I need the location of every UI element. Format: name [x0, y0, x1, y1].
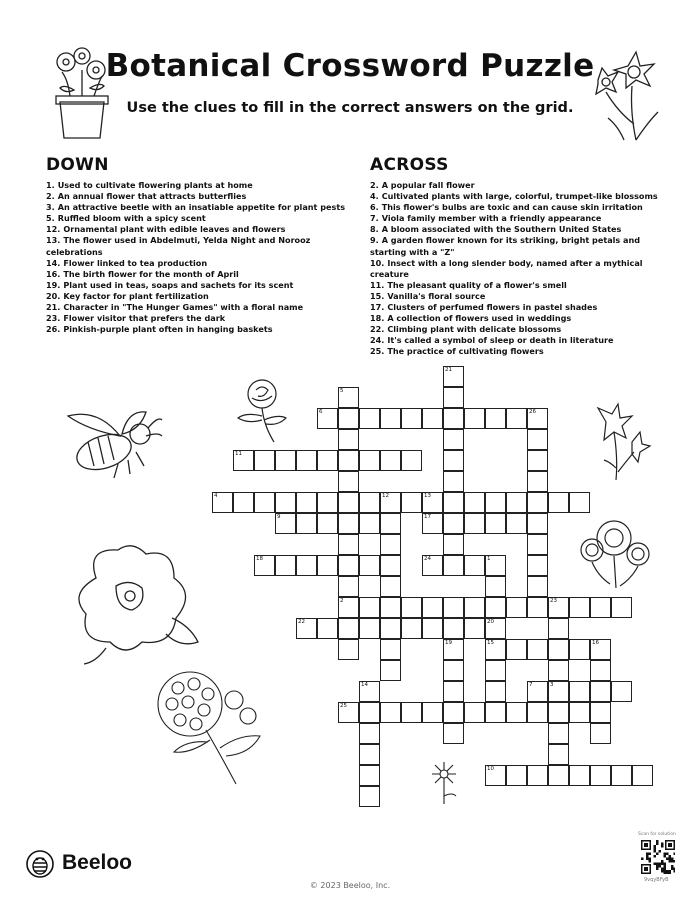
crossword-cell[interactable]: [317, 408, 338, 429]
clue-text: Flower linked to tea production: [63, 257, 208, 268]
crossword-cell[interactable]: [275, 492, 296, 513]
across-clue: [370, 202, 670, 213]
crossword-cell[interactable]: [527, 408, 548, 429]
crossword-cell[interactable]: [422, 702, 443, 723]
crossword-cell[interactable]: [401, 408, 422, 429]
crossword-cell[interactable]: [254, 492, 275, 513]
crossword-cell[interactable]: [527, 492, 548, 513]
crossword-cell[interactable]: [359, 681, 380, 702]
across-clue: [370, 191, 670, 202]
sunflower-icon: [576, 510, 658, 592]
crossword-cell[interactable]: [359, 765, 380, 786]
crossword-cell[interactable]: [359, 408, 380, 429]
across-clue: [370, 313, 670, 324]
clue-text: Clusters of perfumed flowers in pastel shades: [387, 302, 598, 313]
crossword-cell[interactable]: [338, 513, 359, 534]
down-clue: [46, 324, 346, 335]
crossword-cell[interactable]: [443, 366, 464, 387]
crossword-cell[interactable]: [506, 765, 527, 786]
clue-number: 3.: [46, 202, 55, 213]
crossword-cell[interactable]: [485, 492, 506, 513]
crossword-cell[interactable]: [464, 702, 485, 723]
crossword-cell[interactable]: [338, 702, 359, 723]
crossword-cell[interactable]: [359, 618, 380, 639]
crossword-cell[interactable]: [527, 576, 548, 597]
crossword-cell[interactable]: [590, 639, 611, 660]
clue-number: 24.: [370, 335, 385, 346]
down-clue: [46, 224, 346, 235]
clue-number: 1.: [46, 180, 55, 190]
clue-text: Viola family member with a friendly appearance: [381, 213, 602, 224]
cell-number: 1: [487, 556, 491, 562]
crossword-cell[interactable]: [506, 492, 527, 513]
brand-name: Beeloo: [62, 851, 133, 874]
down-clues: [46, 155, 346, 335]
crossword-cell[interactable]: [485, 618, 506, 639]
crossword-cell[interactable]: [485, 765, 506, 786]
across-clues: [370, 155, 670, 358]
crossword-cell[interactable]: [422, 597, 443, 618]
cell-number: 23: [550, 598, 557, 604]
crossword-cell[interactable]: [233, 450, 254, 471]
crossword-cell[interactable]: [527, 555, 548, 576]
crossword-cell[interactable]: [443, 513, 464, 534]
clue-text: The pleasant quality of a flower's smell: [387, 279, 567, 290]
crossword-cell[interactable]: [296, 618, 317, 639]
copyright-text: © 2023 Beeloo, Inc.: [309, 881, 391, 890]
crossword-cell[interactable]: [254, 555, 275, 576]
crossword-cell[interactable]: [380, 450, 401, 471]
clue-text: A popular fall flower: [381, 180, 475, 190]
crossword-cell[interactable]: [611, 681, 632, 702]
crossword-cell[interactable]: [275, 450, 296, 471]
crossword-cell[interactable]: [317, 450, 338, 471]
clue-number: 8.: [370, 224, 379, 235]
clue-number: 17.: [370, 302, 385, 313]
crossword-cell[interactable]: [443, 618, 464, 639]
crossword-cell[interactable]: [464, 492, 485, 513]
down-clue: [46, 191, 346, 202]
crossword-cell[interactable]: [464, 513, 485, 534]
crossword-cell[interactable]: [590, 660, 611, 681]
cell-number: 16: [592, 640, 599, 646]
crossword-cell[interactable]: [317, 555, 338, 576]
clue-number: 22.: [370, 324, 385, 335]
across-clue: [370, 324, 670, 335]
crossword-cell[interactable]: [443, 429, 464, 450]
down-clue: [46, 180, 346, 191]
crossword-cell[interactable]: [443, 492, 464, 513]
crossword-cell[interactable]: [338, 387, 359, 408]
crossword-cell[interactable]: [380, 639, 401, 660]
crossword-cell[interactable]: [527, 597, 548, 618]
clue-text: The practice of cultivating flowers: [387, 346, 544, 357]
cell-number: 22: [298, 619, 305, 625]
crossword-cell[interactable]: [485, 702, 506, 723]
across-clue: [370, 280, 670, 291]
crossword-cell[interactable]: [359, 786, 380, 807]
crossword-cell[interactable]: [380, 618, 401, 639]
crossword-cell[interactable]: [506, 408, 527, 429]
crossword-cell[interactable]: [443, 471, 464, 492]
clue-number: 18.: [370, 313, 385, 324]
crossword-cell[interactable]: [548, 597, 569, 618]
clue-number: 2.: [370, 180, 379, 190]
crossword-cell[interactable]: [359, 702, 380, 723]
cell-number: 2: [340, 598, 344, 604]
down-clue: [46, 258, 346, 269]
crossword-cell[interactable]: [338, 534, 359, 555]
clue-text: Climbing plant with delicate blossoms: [387, 324, 562, 335]
crossword-cell[interactable]: [527, 450, 548, 471]
down-heading: DOWN: [46, 155, 109, 175]
crossword-cell[interactable]: [527, 471, 548, 492]
crossword-cell[interactable]: [338, 597, 359, 618]
across-clue-list: [370, 180, 670, 358]
down-clue: [46, 280, 346, 291]
crossword-cell[interactable]: [212, 492, 233, 513]
crossword-cell[interactable]: [443, 702, 464, 723]
flower-pot-icon: [40, 40, 124, 140]
down-clue: [46, 235, 346, 257]
daffodil-icon: [578, 42, 666, 142]
crossword-cell[interactable]: [443, 597, 464, 618]
crossword-cell[interactable]: [506, 513, 527, 534]
crossword-cell[interactable]: [380, 660, 401, 681]
crossword-cell[interactable]: [569, 639, 590, 660]
clue-number: 13.: [46, 235, 61, 246]
cell-number: 6: [319, 409, 323, 415]
crossword-cell[interactable]: [338, 471, 359, 492]
crossword-cell[interactable]: [464, 408, 485, 429]
crossword-cell[interactable]: [401, 597, 422, 618]
daisy-icon: [424, 760, 464, 806]
crossword-cell[interactable]: [338, 429, 359, 450]
crossword-cell[interactable]: [296, 513, 317, 534]
crossword-cell[interactable]: [464, 618, 485, 639]
crossword-cell[interactable]: [380, 597, 401, 618]
crossword-cell[interactable]: [590, 681, 611, 702]
crossword-cell[interactable]: [632, 765, 653, 786]
cell-number: 12: [382, 493, 389, 499]
clue-number: 23.: [46, 313, 61, 324]
crossword-cell[interactable]: [590, 723, 611, 744]
crossword-cell[interactable]: [485, 576, 506, 597]
clue-text: Flower visitor that prefers the dark: [63, 313, 226, 324]
clue-number: 16.: [46, 268, 61, 279]
crossword-cell[interactable]: [590, 765, 611, 786]
crossword-cell[interactable]: [338, 408, 359, 429]
across-clue: [370, 346, 670, 357]
clue-number: 4.: [370, 191, 379, 202]
crossword-cell[interactable]: [527, 681, 548, 702]
qr-label: Scan for solution: [638, 832, 676, 837]
down-clue: [46, 202, 346, 213]
crossword-cell[interactable]: [359, 723, 380, 744]
rose-icon: [228, 372, 296, 444]
down-clue: [46, 291, 346, 302]
across-clue: [370, 335, 670, 346]
clue-number: 26.: [46, 324, 61, 335]
clue-number: 11.: [370, 279, 385, 290]
crossword-cell[interactable]: [317, 513, 338, 534]
crossword-cell[interactable]: [338, 576, 359, 597]
crossword-cell[interactable]: [401, 702, 422, 723]
clue-text: Insect with a long slender body, named after a mythical creature: [370, 257, 643, 279]
crossword-cell[interactable]: [527, 429, 548, 450]
crossword-cell[interactable]: [548, 492, 569, 513]
crossword-cell[interactable]: [590, 597, 611, 618]
crossword-cell[interactable]: [611, 597, 632, 618]
crossword-cell[interactable]: [401, 492, 422, 513]
crossword-cell[interactable]: [359, 513, 380, 534]
crossword-cell[interactable]: [569, 765, 590, 786]
brand-logo[interactable]: [24, 846, 132, 880]
crossword-cell[interactable]: [443, 408, 464, 429]
crossword-cell[interactable]: [527, 513, 548, 534]
hydrangea-icon: [150, 664, 276, 788]
crossword-cell[interactable]: [296, 555, 317, 576]
cell-number: 13: [424, 493, 431, 499]
crossword-cell[interactable]: [527, 765, 548, 786]
crossword-cell[interactable]: [359, 744, 380, 765]
crossword-cell[interactable]: [548, 765, 569, 786]
crossword-cell[interactable]: [359, 492, 380, 513]
pansy-icon: [66, 538, 202, 668]
qr-code-icon[interactable]: [641, 840, 675, 874]
down-clue: [46, 313, 346, 324]
clue-text: This flower's bulbs are toxic and can cause skin irritation: [381, 202, 643, 213]
clue-text: An annual flower that attracts butterflies: [57, 191, 247, 202]
across-clue: [370, 258, 670, 280]
crossword-cell[interactable]: [548, 618, 569, 639]
crossword-cell[interactable]: [569, 597, 590, 618]
crossword-cell[interactable]: [359, 597, 380, 618]
bee-icon: [58, 406, 168, 482]
across-clue: [370, 291, 670, 302]
across-clue: [370, 180, 670, 191]
crossword-cell[interactable]: [443, 387, 464, 408]
crossword-cell[interactable]: [317, 618, 338, 639]
crossword-cell[interactable]: [527, 702, 548, 723]
crossword-cell[interactable]: [506, 597, 527, 618]
cell-number: 19: [445, 640, 452, 646]
crossword-cell[interactable]: [317, 492, 338, 513]
crossword-cell[interactable]: [254, 450, 275, 471]
crossword-cell[interactable]: [569, 702, 590, 723]
crossword-cell[interactable]: [338, 639, 359, 660]
cell-number: 15: [487, 640, 494, 646]
cell-number: 4: [214, 493, 218, 499]
cell-number: 9: [277, 514, 281, 520]
clue-text: It's called a symbol of sleep or death in literature: [387, 335, 614, 346]
down-clue: [46, 269, 346, 280]
cell-number: 18: [256, 556, 263, 562]
crossword-cell[interactable]: [548, 702, 569, 723]
crossword-cell[interactable]: [422, 492, 443, 513]
bee-logo-icon: [24, 847, 56, 879]
clue-text: Cultivated plants with large, colorful, trumpet-like blossoms: [381, 191, 658, 202]
cell-number: 5: [340, 388, 344, 394]
down-clue: [46, 213, 346, 224]
crossword-cell[interactable]: [527, 639, 548, 660]
crossword-cell[interactable]: [443, 639, 464, 660]
crossword-cell[interactable]: [485, 660, 506, 681]
crossword-cell[interactable]: [506, 639, 527, 660]
crossword-cell[interactable]: [443, 660, 464, 681]
crossword-cell[interactable]: [569, 681, 590, 702]
clue-text: A garden flower known for its striking, bright petals and starting with a "Z": [370, 235, 641, 257]
across-clue: [370, 302, 670, 313]
lily-icon: [584, 402, 654, 482]
down-clue-list: [46, 180, 346, 335]
clue-text: A collection of flowers used in weddings: [387, 313, 572, 324]
crossword-cell[interactable]: [443, 534, 464, 555]
crossword-cell[interactable]: [338, 618, 359, 639]
clue-number: 2.: [46, 191, 55, 202]
cell-number: 20: [487, 619, 494, 625]
crossword-cell[interactable]: [485, 639, 506, 660]
clue-text: Used to cultivate flowering plants at home: [57, 180, 253, 190]
clue-text: Vanilla's floral source: [387, 290, 486, 301]
clue-number: 7.: [370, 213, 379, 224]
clue-text: The birth flower for the month of April: [63, 268, 239, 279]
crossword-cell[interactable]: [401, 618, 422, 639]
crossword-cell[interactable]: [485, 513, 506, 534]
crossword-cell[interactable]: [380, 492, 401, 513]
cell-number: 17: [424, 514, 431, 520]
across-heading: ACROSS: [370, 155, 449, 175]
clue-text: An attractive beetle with an insatiable appetite for plant pests: [57, 202, 346, 213]
crossword-cell[interactable]: [443, 450, 464, 471]
crossword-cell[interactable]: [422, 555, 443, 576]
crossword-cell[interactable]: [380, 513, 401, 534]
clue-text: Key factor for plant fertilization: [63, 290, 209, 301]
clue-text: Plant used in teas, soaps and sachets for its scent: [63, 279, 294, 290]
crossword-cell[interactable]: [485, 681, 506, 702]
clue-number: 12.: [46, 224, 61, 235]
crossword-cell[interactable]: [443, 681, 464, 702]
across-clue: [370, 235, 670, 257]
cell-number: 3: [550, 682, 554, 688]
crossword-cell[interactable]: [464, 597, 485, 618]
clue-number: 20.: [46, 290, 61, 301]
crossword-cell[interactable]: [338, 555, 359, 576]
clue-number: 10.: [370, 257, 385, 268]
crossword-cell[interactable]: [233, 492, 254, 513]
crossword-cell[interactable]: [359, 450, 380, 471]
crossword-cell[interactable]: [275, 513, 296, 534]
clue-number: 21.: [46, 302, 61, 313]
crossword-cell[interactable]: [548, 681, 569, 702]
crossword-cell[interactable]: [422, 618, 443, 639]
crossword-cell[interactable]: [380, 702, 401, 723]
crossword-cell[interactable]: [275, 555, 296, 576]
crossword-cell[interactable]: [548, 639, 569, 660]
crossword-cell[interactable]: [422, 408, 443, 429]
clue-text: Pinkish-purple plant often in hanging baskets: [63, 324, 273, 335]
clue-text: The flower used in Abdelmuti, Yelda Night and Norooz celebrations: [46, 235, 311, 257]
crossword-cell[interactable]: [443, 723, 464, 744]
across-clue: [370, 213, 670, 224]
clue-number: 6.: [370, 202, 379, 213]
crossword-cell[interactable]: [380, 408, 401, 429]
clue-number: 19.: [46, 279, 61, 290]
clue-number: 9.: [370, 235, 379, 246]
crossword-cell[interactable]: [359, 555, 380, 576]
crossword-cell[interactable]: [506, 702, 527, 723]
crossword-cell[interactable]: [380, 576, 401, 597]
cell-number: 11: [235, 451, 242, 457]
page-subtitle: Use the clues to fill in the correct answers on the grid.: [126, 100, 574, 116]
clue-number: 15.: [370, 290, 385, 301]
crossword-cell[interactable]: [611, 765, 632, 786]
crossword-cell[interactable]: [548, 723, 569, 744]
crossword-cell[interactable]: [485, 597, 506, 618]
crossword-cell[interactable]: [338, 450, 359, 471]
cell-number: 26: [529, 409, 536, 415]
crossword-cell[interactable]: [527, 534, 548, 555]
cell-number: 14: [361, 682, 368, 688]
across-clue: [370, 224, 670, 235]
clue-text: Ornamental plant with edible leaves and flowers: [63, 224, 286, 235]
clue-text: Ruffled bloom with a spicy scent: [57, 213, 206, 224]
crossword-cell[interactable]: [485, 555, 506, 576]
clue-text: Character in "The Hunger Games" with a floral name: [63, 302, 304, 313]
cell-number: 25: [340, 703, 347, 709]
crossword-cell[interactable]: [485, 408, 506, 429]
clue-number: 25.: [370, 346, 385, 357]
crossword-cell[interactable]: [296, 492, 317, 513]
cell-number: 10: [487, 766, 494, 772]
crossword-cell[interactable]: [401, 450, 422, 471]
page-title: Botanical Crossword Puzzle: [105, 48, 595, 84]
crossword-cell[interactable]: [338, 492, 359, 513]
down-clue: [46, 302, 346, 313]
crossword-cell[interactable]: [422, 513, 443, 534]
clue-number: 14.: [46, 257, 61, 268]
cell-number: 21: [445, 367, 452, 373]
qr-code-text: 9vqyBFyB: [644, 877, 669, 883]
cell-number: 7: [529, 682, 533, 688]
crossword-cell[interactable]: [548, 660, 569, 681]
cell-number: 24: [424, 556, 431, 562]
clue-text: A bloom associated with the Southern United States: [381, 224, 622, 235]
crossword-cell[interactable]: [380, 534, 401, 555]
crossword-cell[interactable]: [443, 555, 464, 576]
crossword-cell[interactable]: [296, 450, 317, 471]
crossword-cell[interactable]: [464, 555, 485, 576]
crossword-cell[interactable]: [590, 702, 611, 723]
clue-number: 5.: [46, 213, 55, 224]
crossword-cell[interactable]: [380, 555, 401, 576]
crossword-cell[interactable]: [548, 744, 569, 765]
